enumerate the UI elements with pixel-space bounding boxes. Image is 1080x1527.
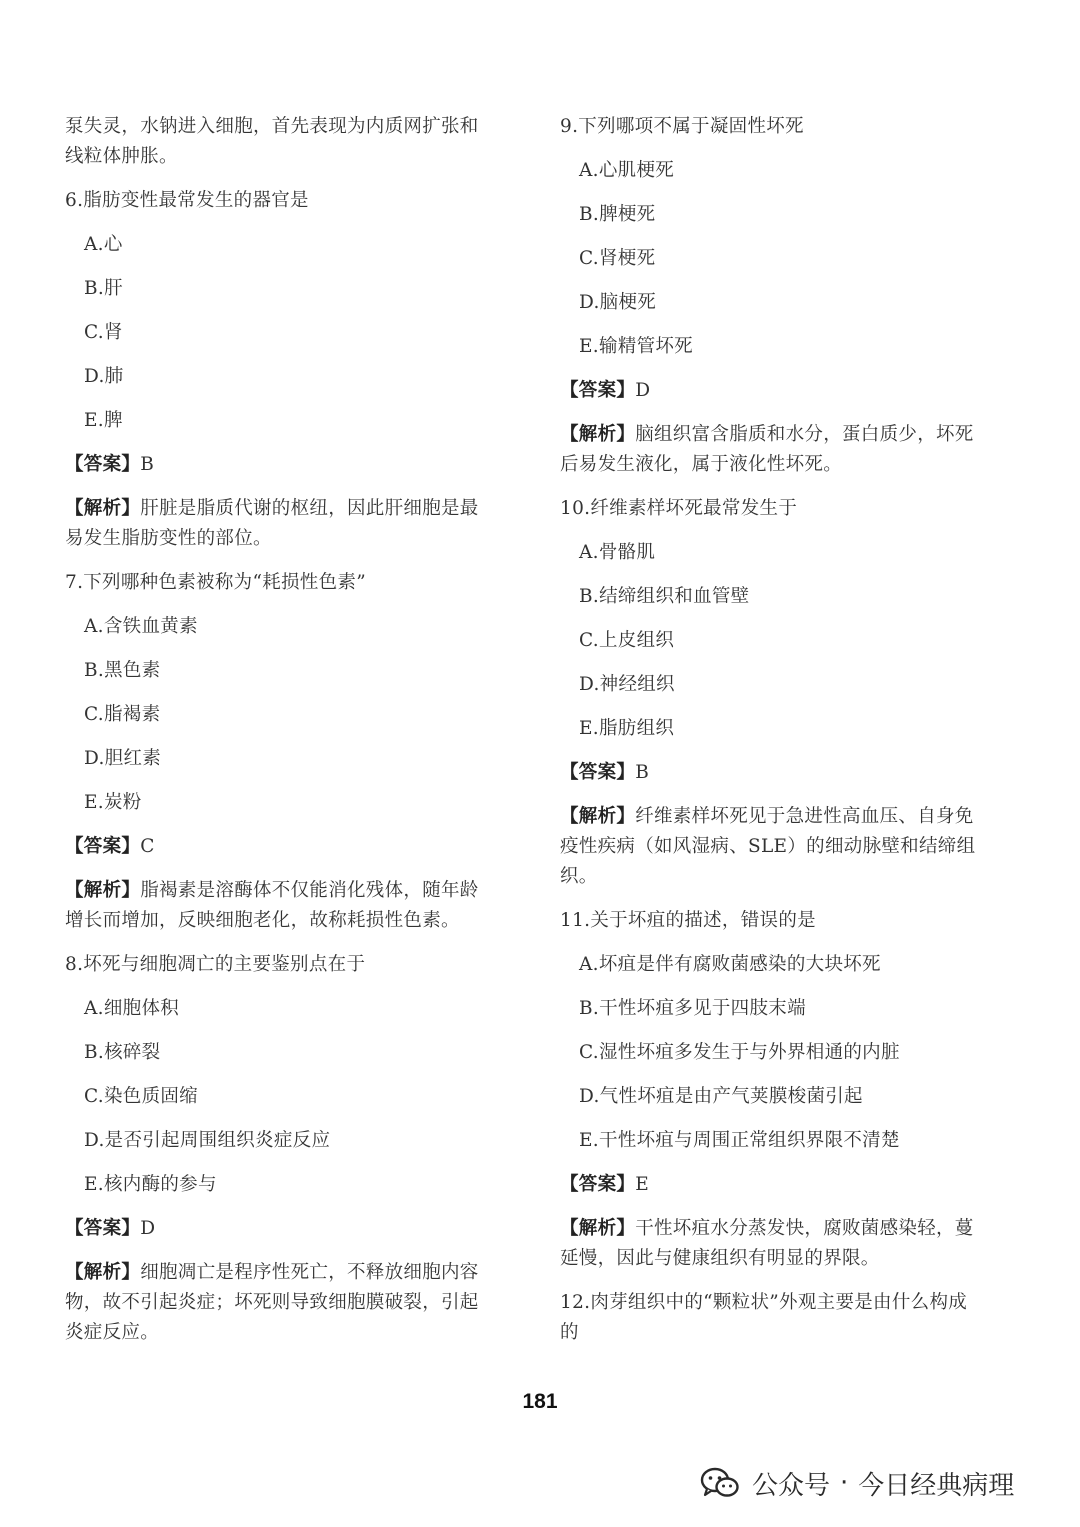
explanation-line: 增长而增加，反映细胞老化，故称耗损性色素。 bbox=[65, 910, 460, 931]
question-stem: 8.坏死与细胞凋亡的主要鉴别点在于 bbox=[65, 954, 366, 975]
explanation bbox=[560, 1214, 1010, 1244]
answer-label: 【答案】 bbox=[65, 454, 141, 475]
option-item: E.输精管坏死 bbox=[579, 336, 693, 357]
left-column bbox=[65, 112, 515, 1348]
page-number: 181 bbox=[522, 1390, 558, 1413]
answer-value: C bbox=[140, 836, 155, 857]
explanation-label: 【解析】 bbox=[65, 498, 141, 519]
explanation bbox=[560, 802, 1010, 832]
option-item: C.上皮组织 bbox=[579, 630, 675, 651]
answer bbox=[560, 376, 1010, 406]
right-column bbox=[560, 112, 1010, 1348]
option-item: A.含铁血黄素 bbox=[84, 616, 198, 637]
continuation-text: 泵失灵，水钠进入细胞，首先表现为内质网扩张和 bbox=[65, 116, 479, 137]
explanation bbox=[560, 420, 1010, 450]
answer-value: D bbox=[140, 1218, 156, 1239]
option-item: D.肺 bbox=[84, 366, 124, 387]
watermark-separator: · bbox=[840, 1468, 849, 1498]
option-item: C.肾梗死 bbox=[579, 248, 656, 269]
option-item: A.心 bbox=[84, 234, 123, 255]
question-stem: 6.脂肪变性最常发生的器官是 bbox=[65, 190, 309, 211]
answer-label: 【答案】 bbox=[560, 762, 636, 783]
option-item: B.干性坏疽多见于四肢末端 bbox=[579, 998, 806, 1019]
explanation-label: 【解析】 bbox=[560, 806, 636, 827]
explanation-label: 【解析】 bbox=[560, 1218, 636, 1239]
question-stem: 11.关于坏疽的描述，错误的是 bbox=[560, 910, 816, 931]
option-item: C.肾 bbox=[84, 322, 123, 343]
explanation bbox=[65, 1258, 515, 1288]
option-item: C.脂褐素 bbox=[84, 704, 161, 725]
question-stem: 的 bbox=[560, 1322, 579, 1343]
continuation-text: 线粒体肿胀。 bbox=[65, 146, 178, 167]
answer bbox=[65, 832, 515, 862]
explanation-line: 易发生脂肪变性的部位。 bbox=[65, 528, 272, 549]
option-item: E.炭粉 bbox=[84, 792, 142, 813]
answer-label: 【答案】 bbox=[560, 1174, 636, 1195]
explanation-line: 织。 bbox=[560, 866, 598, 887]
option-item: A.坏疽是伴有腐败菌感染的大块坏死 bbox=[579, 954, 881, 975]
question-stem: 7.下列哪种色素被称为“耗损性色素” bbox=[65, 572, 366, 593]
option-item: C.染色质固缩 bbox=[84, 1086, 198, 1107]
explanation-label: 【解析】 bbox=[560, 424, 636, 445]
answer-value: E bbox=[635, 1174, 650, 1195]
option-item: E.脂肪组织 bbox=[579, 718, 675, 739]
watermark bbox=[700, 1463, 1014, 1503]
option-item: B.肝 bbox=[84, 278, 123, 299]
explanation-line: 物，故不引起炎症；坏死则导致细胞膜破裂，引起 bbox=[65, 1292, 479, 1313]
answer-label: 【答案】 bbox=[560, 380, 636, 401]
answer-label: 【答案】 bbox=[65, 836, 141, 857]
option-item: E.脾 bbox=[84, 410, 123, 431]
answer-value: B bbox=[140, 454, 155, 475]
option-item: A.心肌梗死 bbox=[579, 160, 675, 181]
explanation bbox=[65, 494, 515, 524]
explanation-line: 延慢，因此与健康组织有明显的界限。 bbox=[560, 1248, 880, 1269]
option-item: D.气性坏疽是由产气荚膜梭菌引起 bbox=[579, 1086, 863, 1107]
answer bbox=[560, 1170, 1010, 1200]
explanation-value: 纤维素样坏死见于急进性高血压、自身免 bbox=[635, 806, 974, 827]
question-stem: 10.纤维素样坏死最常发生于 bbox=[560, 498, 798, 519]
watermark-name: 今日经典病理 bbox=[858, 1470, 1015, 1501]
explanation-value: 肝脏是脂质代谢的枢纽，因此肝细胞是最 bbox=[140, 498, 479, 519]
watermark-prefix: 公众号 bbox=[752, 1470, 831, 1501]
explanation-label: 【解析】 bbox=[65, 1262, 141, 1283]
explanation-line: 炎症反应。 bbox=[65, 1322, 160, 1343]
option-item: D.是否引起周围组织炎症反应 bbox=[84, 1130, 331, 1151]
wechat-icon bbox=[700, 1467, 740, 1499]
explanation-value: 细胞凋亡是程序性死亡，不释放细胞内容 bbox=[140, 1262, 479, 1283]
option-item: C.湿性坏疽多发生于与外界相通的内脏 bbox=[579, 1042, 900, 1063]
option-item: A.骨骼肌 bbox=[579, 542, 656, 563]
option-item: D.神经组织 bbox=[579, 674, 675, 695]
option-item: E.核内酶的参与 bbox=[84, 1174, 217, 1195]
explanation-value: 脑组织富含脂质和水分，蛋白质少，坏死 bbox=[635, 424, 974, 445]
explanation-value: 脂褐素是溶酶体不仅能消化残体，随年龄 bbox=[140, 880, 479, 901]
answer-value: D bbox=[635, 380, 651, 401]
question-stem: 12.肉芽组织中的“颗粒状”外观主要是由什么构成 bbox=[560, 1292, 968, 1313]
explanation-line: 疫性疾病（如风湿病、SLE）的细动脉壁和结缔组 bbox=[560, 836, 976, 857]
option-item: B.脾梗死 bbox=[579, 204, 656, 225]
explanation-line: 后易发生液化，属于液化性坏死。 bbox=[560, 454, 843, 475]
explanation-value: 干性坏疽水分蒸发快，腐败菌感染轻，蔓 bbox=[635, 1218, 974, 1239]
answer bbox=[65, 1214, 515, 1244]
option-item: D.胆红素 bbox=[84, 748, 162, 769]
option-item: D.脑梗死 bbox=[579, 292, 657, 313]
answer-label: 【答案】 bbox=[65, 1218, 141, 1239]
option-item: E.干性坏疽与周围正常组织界限不清楚 bbox=[579, 1130, 900, 1151]
explanation bbox=[65, 876, 515, 906]
answer bbox=[65, 450, 515, 480]
explanation-label: 【解析】 bbox=[65, 880, 141, 901]
option-item: B.核碎裂 bbox=[84, 1042, 161, 1063]
answer-value: B bbox=[635, 762, 650, 783]
option-item: A.细胞体积 bbox=[84, 998, 180, 1019]
option-item: B.黑色素 bbox=[84, 660, 161, 681]
answer bbox=[560, 758, 1010, 788]
question-stem: 9.下列哪项不属于凝固性坏死 bbox=[560, 116, 804, 137]
option-item: B.结缔组织和血管壁 bbox=[579, 586, 750, 607]
